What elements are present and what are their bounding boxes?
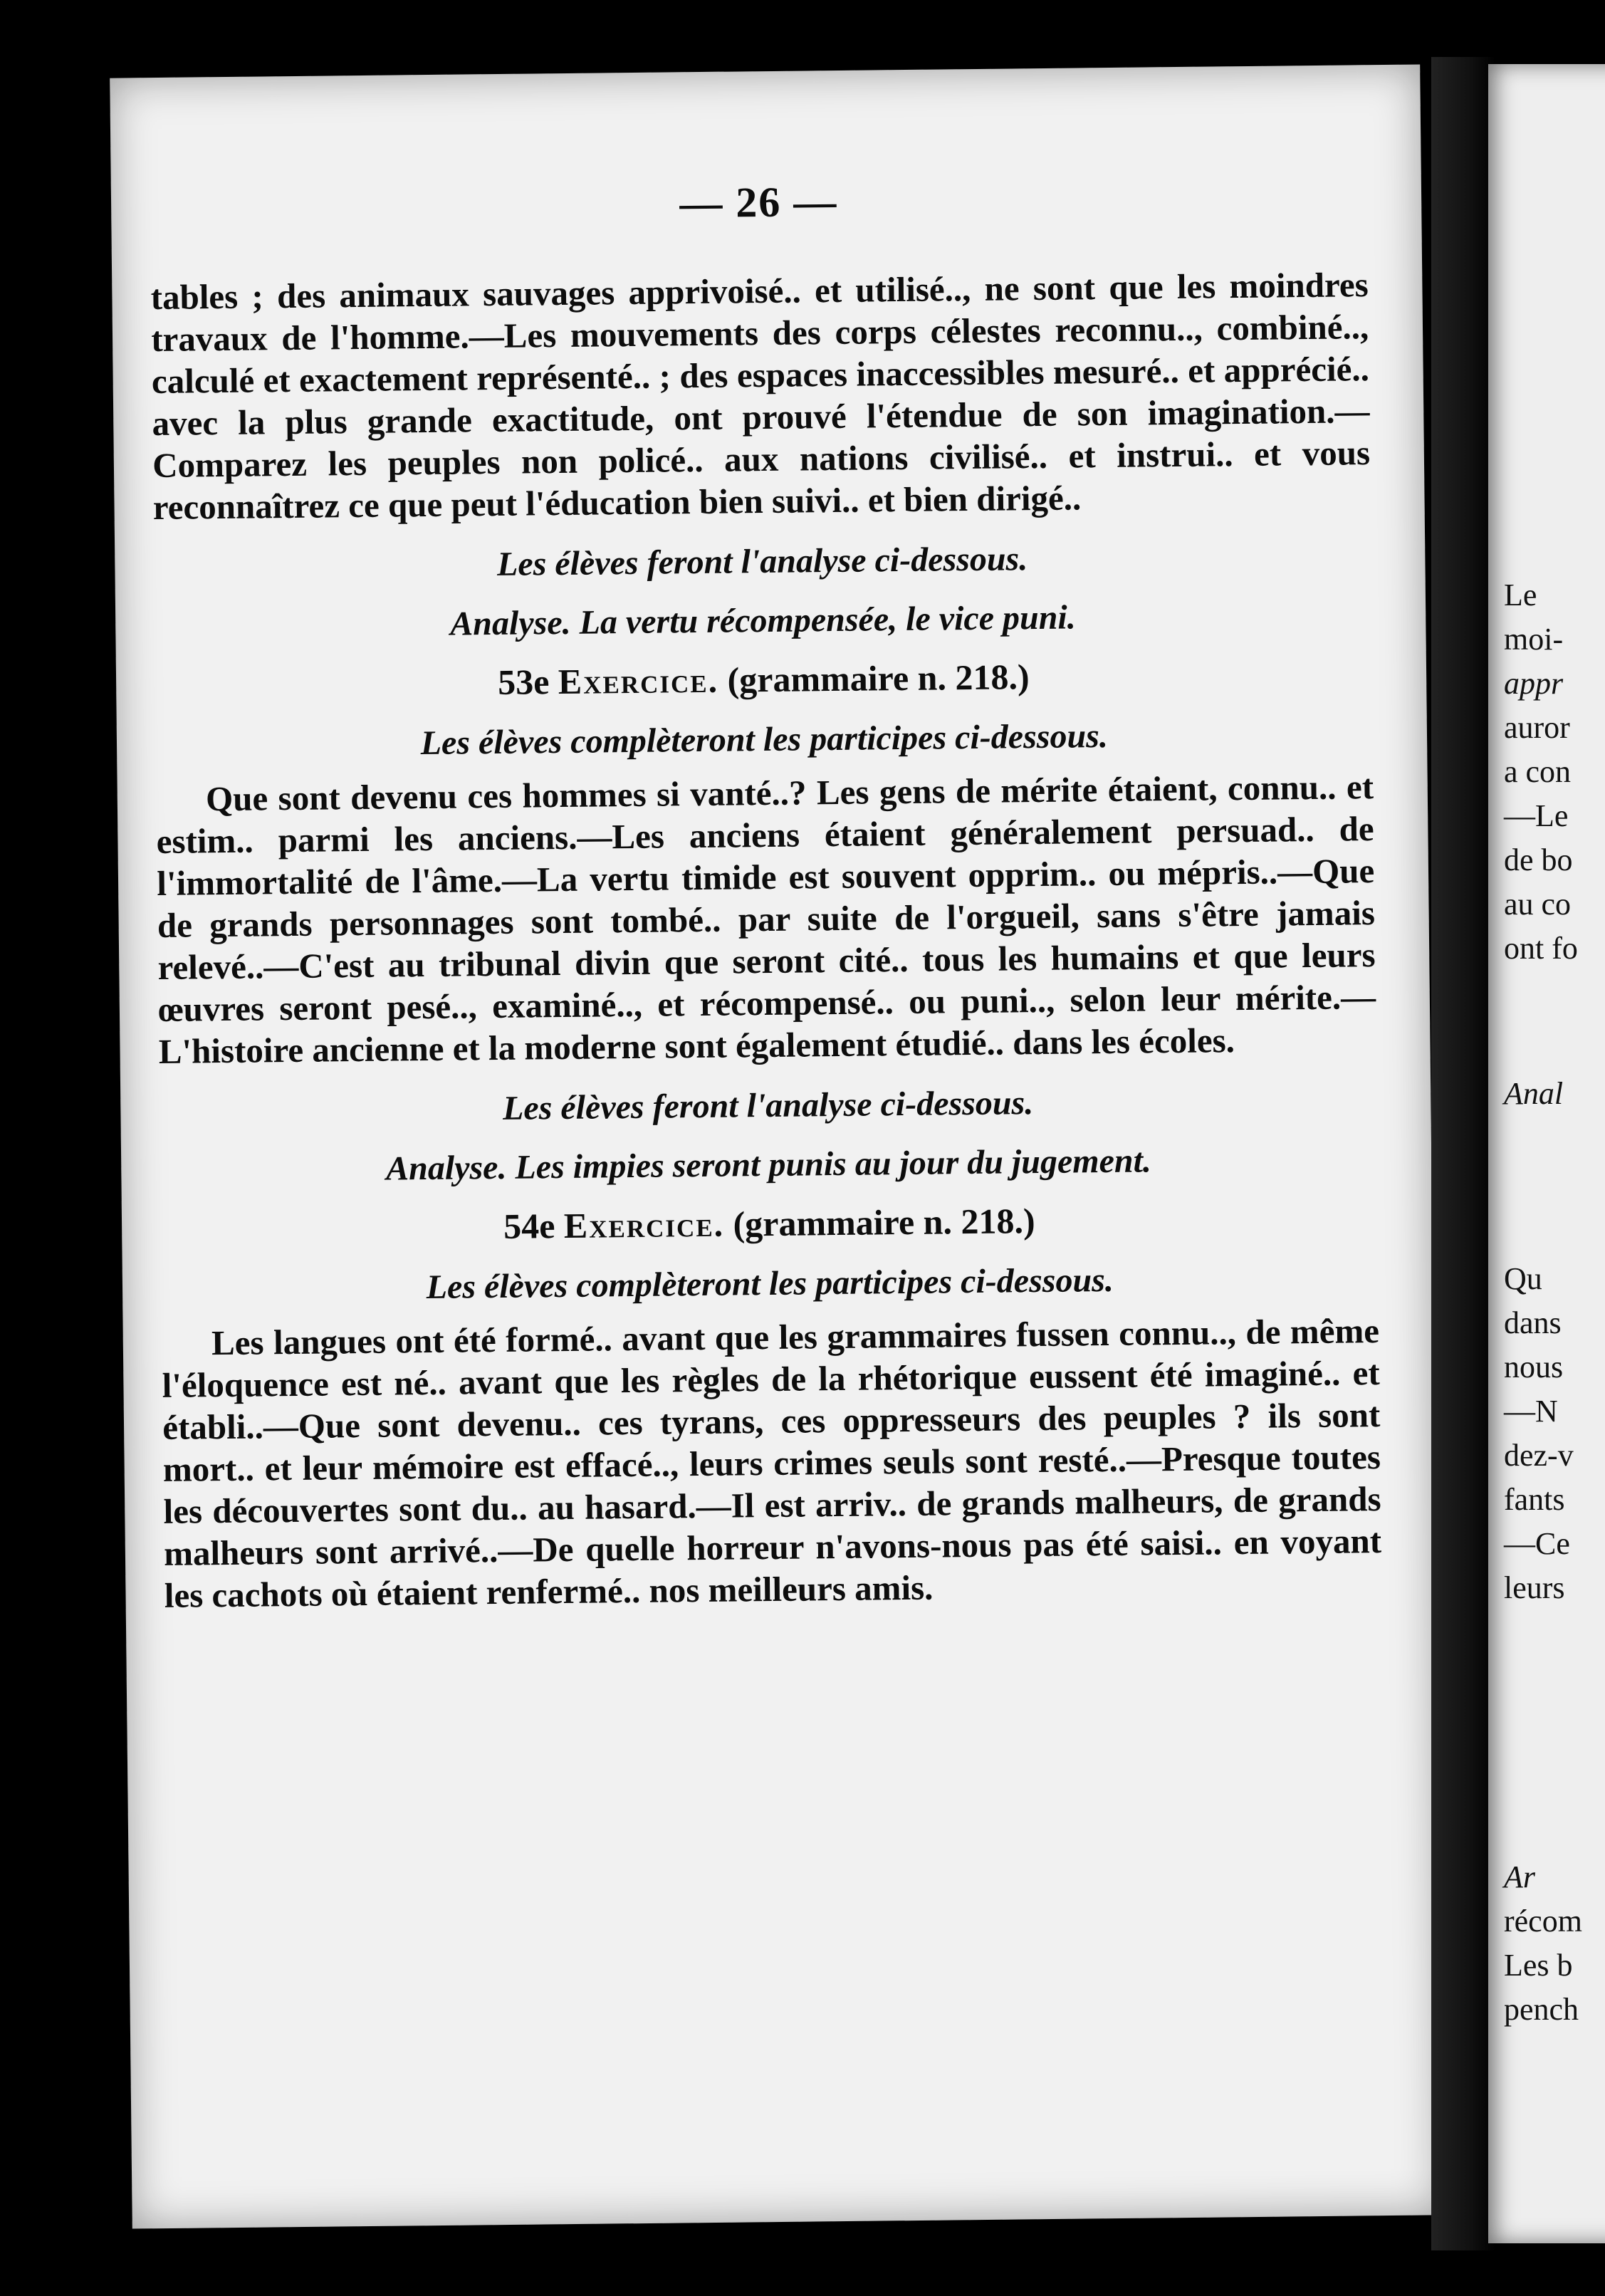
next-page-fragment: fants (1504, 1482, 1565, 1517)
grammar-reference: (grammaire n. 218.) (727, 657, 1030, 700)
next-page-fragment: pench (1504, 1992, 1579, 2027)
page-number: — 26 — (679, 177, 838, 227)
exercise-text: Les langues ont été formé.. avant que les grammaires fussen connu.., de même l'éloquence est né.. avant que les règles de la rhétorique eussent été imaginé.. et établi..—Que sont devenu.. ces tyrans, ces oppresseurs des peuples ? ils sont mort.. et leur mémoire est effacé.., leurs crimes seuls sont resté..—Presque toutes les découvertes sont du.. au hasard.—Il est arriv.. de grands malheurs, de grands malheurs sont arrivé..—De quelle horreur n'avons-nous pas été saisi.. en voyant les cachots où étaient renfermé.. nos meilleurs amis. (162, 1311, 1382, 1615)
next-page-fragment: Les b (1504, 1948, 1573, 1983)
exercise-instruction: Les élèves complèteront les participes ci-dessous. (426, 1261, 1114, 1307)
exercise-heading (160, 1196, 1379, 1251)
exercise-word: Exercice. (558, 659, 719, 702)
book-spine (1431, 57, 1495, 2250)
next-page-fragment: Le (1504, 578, 1537, 612)
exercise-word: Exercice. (563, 1204, 725, 1246)
next-page-fragment: —Ce (1504, 1526, 1570, 1561)
next-page-edge (1488, 64, 1605, 2243)
next-page-fragment: a con (1504, 754, 1572, 789)
analysis-instruction: Les élèves feront l'analyse ci-dessous. (502, 1084, 1034, 1127)
next-page-fragment: récom (1504, 1904, 1582, 1938)
exercise-number: 53e (497, 662, 550, 702)
next-page-fragment: nous (1504, 1350, 1564, 1384)
next-page-fragment: Ar (1504, 1859, 1535, 1894)
next-page-fragment: dez-v (1504, 1438, 1574, 1473)
next-page-fragment: —Le (1504, 798, 1569, 833)
exercise-text: Que sont devenu ces hommes si vanté..? Les gens de mérite étaient, connu.. et estim.. parmi les anciens.—Les anciens étaient généralement persuad.. de l'immortalité de l'âme.—La vertu timide est souvent opprim.. ou mépris..—Que de grands personnages sont tombé.. par suite de l'orgueil, sans s'être jamais relevé..—C'est au tribunal divin que seront cité.. tous les humains et que leurs œuvres seront pesé.., examiné.., et récompensé.. ou puni.., selon leur mérite.—L'histoire ancienne et la moderne sont également étudié.. dans les écoles. (156, 767, 1376, 1071)
next-page-fragment: —N (1504, 1394, 1558, 1429)
next-page-fragment: appr (1504, 666, 1564, 701)
next-page-fragment: dans (1504, 1305, 1562, 1340)
next-page-fragment: ont fo (1504, 931, 1578, 966)
grammar-reference: (grammaire n. 218.) (733, 1201, 1035, 1244)
analysis-sentence: Analyse. Les impies seront punis au jour du jugement. (385, 1142, 1152, 1188)
analysis-sentence: Analyse. La vertu récompensée, le vice puni. (449, 598, 1077, 643)
next-page-fragment: Anal (1504, 1076, 1564, 1111)
intro-paragraph: tables ; des animaux sauvages apprivoisé.. et utilisé.., ne sont que les moindres travaux de l'homme.—Les mouvements des corps célestes reconnu.., combiné.., calculé et exactement représenté.. ; des espaces inaccessibles mesuré.. et apprécié.. avec la plus grande exactitude, ont prouvé l'étendue de son imagination.—Comparez les peuples non policé.. aux nations civilisé.. et instrui.. et vous reconnaîtrez ce que peut l'éducation bien suivi.. et bien dirigé.. (150, 265, 1371, 527)
next-page-fragment: de bo (1504, 842, 1573, 877)
next-page-fragment: Qu (1504, 1261, 1542, 1296)
exercise-instruction: Les élèves complèteront les participes ci-dessous. (420, 716, 1109, 763)
next-page-fragment: auror (1504, 710, 1570, 745)
exercise-number: 54e (503, 1206, 555, 1246)
next-page-fragment: au co (1504, 887, 1572, 922)
page-content (149, 100, 1382, 1617)
next-page-fragment: leurs (1504, 1570, 1565, 1605)
analysis-instruction: Les élèves feront l'analyse ci-dessous. (496, 540, 1028, 583)
next-page-fragment: moi- (1504, 622, 1564, 657)
exercise-heading (155, 652, 1373, 706)
